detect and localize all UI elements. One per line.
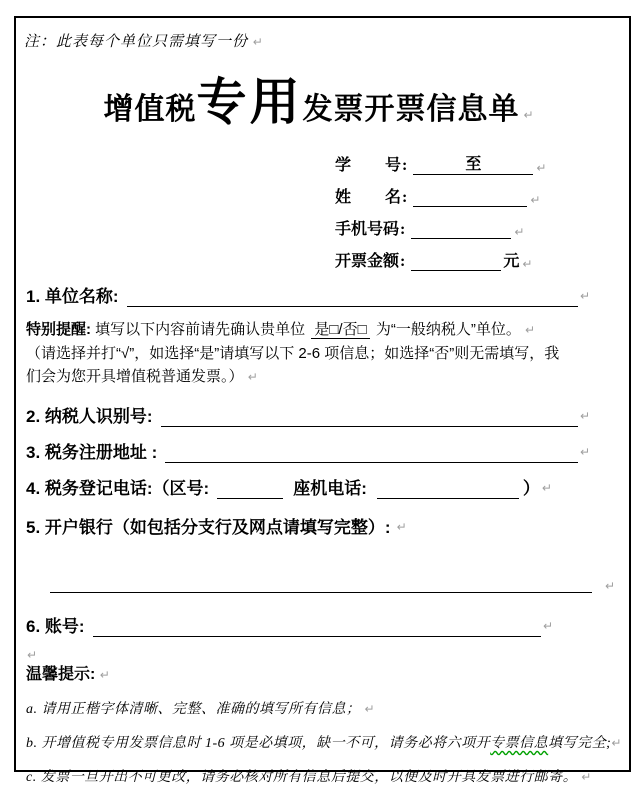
field-colon: : xyxy=(402,157,408,174)
field-row-name xyxy=(335,175,573,207)
field-row-student-id xyxy=(335,143,573,175)
student-id-label: 学 号 xyxy=(335,157,402,174)
form-item-3 xyxy=(26,442,615,463)
tip-b-text: b. 开增值税专用发票信息时 1-6 项是必填项，缺一不可，请务必将六项开 xyxy=(26,736,491,751)
yes-no-checkboxes[interactable]: 是□/否□ xyxy=(311,321,369,339)
special-reminder xyxy=(26,318,615,389)
bank-label: 5. 开户银行（如包括分支行及网点请填写完整）: xyxy=(26,518,391,537)
reminder-line-2: （请选择并打“√”，如选择“是”请填写以下 2-6 项信息；如选择“否”则无需填写，我 xyxy=(26,345,560,362)
reminder-text-1: 填写以下内容前请先确认贵单位 xyxy=(95,321,306,338)
tip-b-flagged-text: 专票信息 xyxy=(490,736,549,751)
reminder-text-2: 为“一般纳税人”单位。 xyxy=(375,321,521,338)
phone-blank[interactable] xyxy=(411,218,511,239)
paragraph-mark-icon: ↵ xyxy=(27,648,38,662)
tip-a xyxy=(26,699,615,720)
name-blank[interactable] xyxy=(413,186,527,207)
paragraph-mark-icon: ↵ xyxy=(514,225,525,239)
tip-c xyxy=(26,767,615,788)
paragraph-mark-icon: ↵ xyxy=(525,323,536,337)
title-suffix: 发票开票信息单 xyxy=(302,93,520,126)
field-row-phone xyxy=(335,207,573,239)
paragraph-mark-icon: ↵ xyxy=(604,579,615,593)
account-number-blank[interactable] xyxy=(93,616,541,637)
closing-paren: ） xyxy=(522,479,540,498)
amount-label: 开票金额 xyxy=(335,253,400,270)
landline-blank[interactable] xyxy=(377,478,519,499)
tax-phone-label: 4. 税务登记电话:（区号: xyxy=(26,479,210,498)
header-fields-block xyxy=(335,143,573,271)
paragraph-mark-icon: ↵ xyxy=(579,445,590,459)
form-item-1 xyxy=(26,286,615,307)
tip-a-text: a. 请用正楷字体清晰、完整、准确的填写所有信息； xyxy=(26,702,361,717)
paragraph-mark-icon: ↵ xyxy=(579,289,590,303)
paragraph-mark-icon: ↵ xyxy=(364,702,376,716)
bank-name-row xyxy=(50,575,615,593)
tax-address-label: 3. 税务注册地址 : xyxy=(26,443,158,462)
reminder-line-3 xyxy=(26,365,615,389)
top-note xyxy=(24,30,615,51)
company-name-label: 1. 单位名称: xyxy=(26,287,119,306)
field-colon: : xyxy=(400,253,406,270)
amount-blank[interactable] xyxy=(411,250,501,271)
paragraph-mark-icon: ↵ xyxy=(542,619,553,633)
field-colon: : xyxy=(402,189,408,206)
tips-title-text: 温馨提示: xyxy=(26,666,96,683)
paragraph-mark-icon: ↵ xyxy=(530,193,541,207)
bank-name-blank[interactable] xyxy=(50,575,592,593)
reminder-line-1 xyxy=(26,318,615,342)
paragraph-mark-icon: ↵ xyxy=(611,736,622,750)
paragraph-mark-icon: ↵ xyxy=(522,257,533,271)
warm-tips-heading xyxy=(26,664,615,686)
paragraph-mark-icon: ↵ xyxy=(523,108,534,122)
paragraph-mark-icon: ↵ xyxy=(247,370,258,384)
paragraph-mark-icon: ↵ xyxy=(396,520,407,534)
title-emphasis: 专用 xyxy=(196,74,303,130)
field-row-amount xyxy=(335,239,573,271)
title-prefix: 增值税 xyxy=(103,93,197,126)
phone-label: 手机号码 xyxy=(335,221,400,238)
note-text: 注：此表每个单位只需填写一份 xyxy=(24,34,249,50)
amount-unit-label: 元 xyxy=(503,253,520,270)
landline-label: 座机电话: xyxy=(293,479,367,498)
tax-address-blank[interactable] xyxy=(165,442,578,463)
form-item-5 xyxy=(26,517,615,538)
form-item-6 xyxy=(26,616,615,637)
empty-paragraph xyxy=(27,646,615,664)
reminder-title: 特别提醒: xyxy=(26,321,91,338)
field-colon: : xyxy=(400,221,406,238)
tip-b-text-end: 填写完全; xyxy=(548,736,612,751)
taxpayer-id-blank[interactable] xyxy=(161,406,578,427)
paragraph-mark-icon: ↵ xyxy=(581,770,592,784)
company-name-blank[interactable] xyxy=(127,286,578,307)
tip-c-text: c. 发票一旦开出不可更改，请务必核对所有信息后提交，以便及时开具发票进行邮寄。 xyxy=(26,770,578,785)
account-number-label: 6. 账号: xyxy=(26,617,85,636)
form-title xyxy=(22,71,615,133)
area-code-blank[interactable] xyxy=(217,478,283,499)
student-id-blank[interactable]: 至 xyxy=(413,154,533,175)
paragraph-mark-icon: ↵ xyxy=(579,409,590,423)
paragraph-mark-icon: ↵ xyxy=(252,35,264,49)
paragraph-mark-icon: ↵ xyxy=(541,481,552,495)
taxpayer-id-label: 2. 纳税人识别号: xyxy=(26,407,153,426)
name-label: 姓 名 xyxy=(335,189,402,206)
reminder-text-3: 们会为您开具增值税普通发票。） xyxy=(26,368,244,385)
form-item-2 xyxy=(26,406,615,427)
paragraph-mark-icon: ↵ xyxy=(99,668,110,682)
paragraph-mark-icon: ↵ xyxy=(536,161,547,175)
form-item-4 xyxy=(26,478,615,499)
tip-b xyxy=(26,733,622,754)
page-border-box xyxy=(14,16,631,785)
